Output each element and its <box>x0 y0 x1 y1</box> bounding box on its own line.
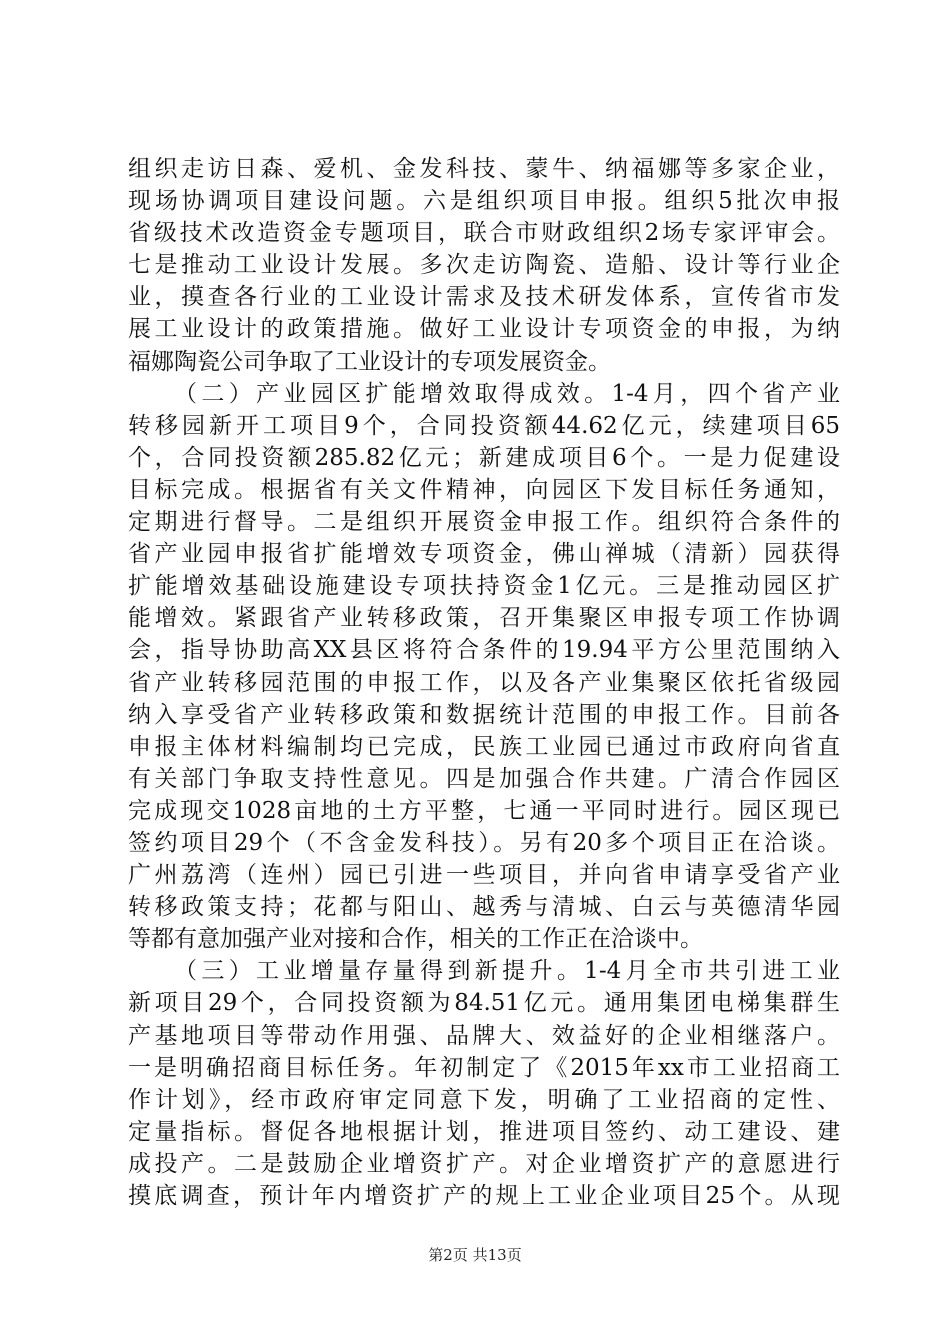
text-line: 等都有意加强产业对接和合作，相关的工作正在洽谈中。 <box>128 926 703 953</box>
text-line: 有关部门争取支持性意见。四是加强合作共建。广清合作园区 <box>128 765 840 792</box>
text-line: 产基地项目等带动作用强、品牌大、效益好的企业相继落户。 <box>128 1022 840 1049</box>
text-line: 省产业转移园范围的申报工作，以及各产业集聚区依托省级园 <box>128 669 840 696</box>
text-line: 申报主体材料编制均已完成，民族工业园已通过市政府向省直 <box>128 733 840 760</box>
text-line: 业，摸查各行业的工业设计需求及技术研发体系，宣传省市发 <box>128 284 840 311</box>
body-text <box>128 153 840 1212</box>
text-line: 定期进行督导。二是组织开展资金申报工作。组织符合条件的 <box>128 509 840 536</box>
text-line: 省产业园申报省扩能增效专项资金，佛山禅城（清新）园获得 <box>128 541 840 568</box>
text-line: 转移园新开工项目9个，合同投资额44.62亿元，续建项目65 <box>128 412 840 439</box>
text-line: 纳入享受省产业转移政策和数据统计范围的申报工作。目前各 <box>128 701 840 728</box>
text-line: 七是推动工业设计发展。多次走访陶瓷、造船、设计等行业企 <box>128 252 840 279</box>
text-line: 展工业设计的政策措施。做好工业设计专项资金的申报，为纳 <box>128 316 840 343</box>
text-line: 一是明确招商目标任务。年初制定了《2015年xx市工业招商工 <box>128 1054 840 1081</box>
text-line: 转移政策支持；花都与阳山、越秀与清城、白云与英德清华园 <box>128 894 840 921</box>
text-line: 作计划》，经市政府审定同意下发，明确了工业招商的定性、 <box>128 1086 840 1113</box>
text-line: 摸底调查，预计年内增资扩产的规上工业企业项目25个。从现 <box>128 1183 840 1209</box>
section-heading-line: （二）产业园区扩能增效取得成效。1-4月，四个省产业 <box>174 380 840 407</box>
text-line: 定量指标。督促各地根据计划，推进项目签约、动工建设、建 <box>128 1118 840 1145</box>
text-line: 会，指导协助高XX县区将符合条件的19.94平方公里范围纳入 <box>128 637 840 664</box>
text-line: 省级技术改造资金专题项目，联合市财政组织2场专家评审会。 <box>128 220 840 247</box>
page-number-footer: 第2页 共13页 <box>428 1246 522 1264</box>
text-line: 广州荔湾（连州）园已引进一些项目，并向省申请享受省产业 <box>128 862 840 889</box>
text-line: 现场协调项目建设问题。六是组织项目申报。组织5批次申报 <box>128 188 840 215</box>
text-line: 新项目29个，合同投资额为84.51亿元。通用集团电梯集群生 <box>128 990 840 1017</box>
text-line: 完成现交1028亩地的土方平整，七通一平同时进行。园区现已 <box>128 797 840 824</box>
text-line: 组织走访日森、爱机、金发科技、蒙牛、纳福娜等多家企业， <box>128 156 840 182</box>
text-line: 目标完成。根据省有关文件精神，向园区下发目标任务通知， <box>128 476 840 503</box>
text-line: 成投产。二是鼓励企业增资扩产。对企业增资扩产的意愿进行 <box>128 1150 840 1177</box>
text-line: 福娜陶瓷公司争取了工业设计的专项发展资金。 <box>128 348 611 375</box>
section-heading-line: （三）工业增量存量得到新提升。1-4月全市共引进工业 <box>174 958 840 985</box>
text-line: 扩能增效基础设施建设专项扶持资金1亿元。三是推动园区扩 <box>128 573 840 600</box>
text-line: 能增效。紧跟省产业转移政策，召开集聚区申报专项工作协调 <box>128 605 840 632</box>
text-line: 签约项目29个（不含金发科技）。另有20多个项目正在洽谈。 <box>128 829 840 856</box>
text-line: 个，合同投资额285.82亿元；新建成项目6个。一是力促建设 <box>128 444 840 471</box>
